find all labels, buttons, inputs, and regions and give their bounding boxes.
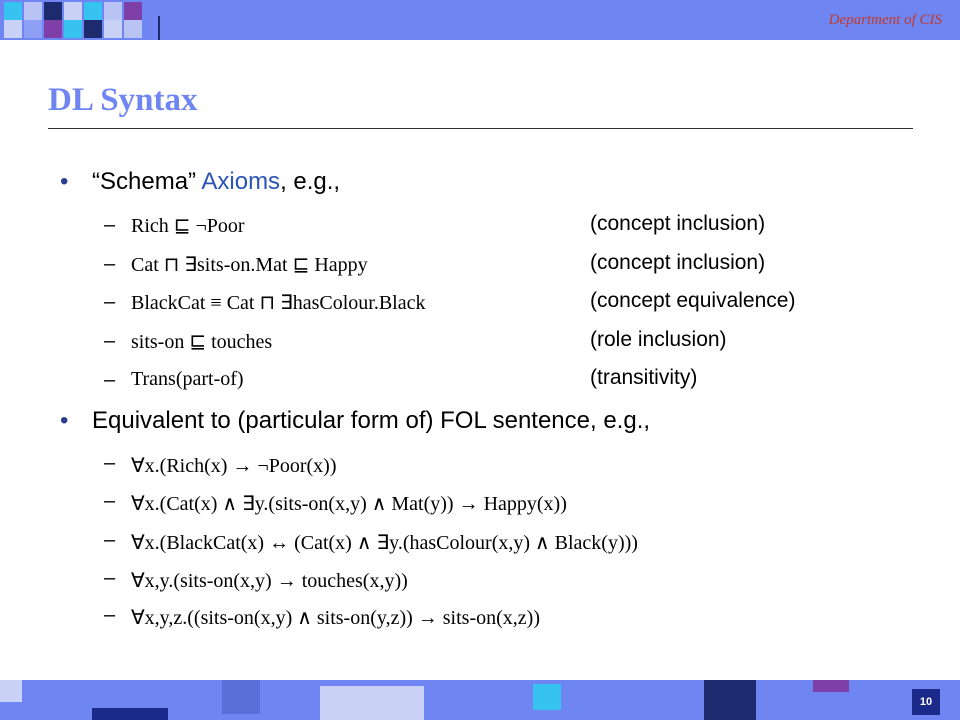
decor-square: [24, 20, 42, 38]
fol-formula: ∀x.(Rich(x) → ¬Poor(x)): [131, 455, 337, 477]
decor-square: [704, 680, 756, 720]
decor-square: [0, 680, 22, 702]
axiom-note: (role inclusion): [590, 328, 727, 351]
dash-marker: –: [104, 604, 116, 626]
bullet-marker: •: [60, 407, 69, 434]
decor-square: [84, 20, 102, 38]
decor-square: [104, 20, 122, 38]
bullet-highlight: Axioms: [201, 168, 281, 195]
decor-square: [92, 708, 168, 720]
slide-title: DL Syntax: [48, 82, 198, 118]
dash-marker: –: [104, 369, 116, 391]
bullet-prefix: “Schema”: [92, 168, 202, 195]
bullet-fol-equivalent: Equivalent to (particular form of) FOL sentence, e.g.,: [92, 407, 651, 434]
bullet-marker: •: [60, 168, 69, 195]
axiom-formula: Rich ⊑ ¬Poor: [131, 215, 245, 237]
decor-square: [44, 2, 62, 20]
decor-square: [533, 684, 561, 710]
decor-square: [64, 2, 82, 20]
dash-marker: –: [104, 253, 116, 275]
axiom-formula: Trans(part-of): [131, 368, 244, 390]
decor-square: [24, 2, 42, 20]
decor-square: [124, 20, 142, 38]
dash-marker: –: [104, 529, 116, 551]
axiom-formula: sits-on ⊑ touches: [131, 331, 273, 353]
decor-square: [222, 680, 260, 714]
dash-marker: –: [104, 452, 116, 474]
fol-formula: ∀x,y.(sits-on(x,y) → touches(x,y)): [131, 570, 408, 592]
footer-band: [0, 680, 960, 720]
axiom-note: (concept equivalence): [590, 289, 796, 312]
header-divider: [158, 16, 160, 40]
dash-marker: –: [104, 214, 116, 236]
decor-square: [813, 680, 849, 692]
department-label: Department of CIS: [828, 12, 942, 28]
fol-formula: ∀x.(Cat(x) ∧ ∃y.(sits-on(x,y) ∧ Mat(y)) → Happy(x)): [131, 493, 567, 515]
dash-marker: –: [104, 490, 116, 512]
axiom-note: (concept inclusion): [590, 212, 766, 235]
axiom-formula: BlackCat ≡ Cat ⊓ ∃hasColour.Black: [131, 292, 426, 314]
axiom-note: (transitivity): [590, 366, 698, 389]
decor-square: [84, 2, 102, 20]
page-number: 10: [912, 689, 940, 715]
axiom-formula: Cat ⊓ ∃sits-on.Mat ⊑ Happy: [131, 254, 368, 276]
dash-marker: –: [104, 291, 116, 313]
decor-square: [104, 2, 122, 20]
decor-square: [44, 20, 62, 38]
decor-square: [124, 2, 142, 20]
dash-marker: –: [104, 567, 116, 589]
fol-formula: ∀x.(BlackCat(x) ↔ (Cat(x) ∧ ∃y.(hasColour(x,y) ∧ Black(y))): [131, 532, 638, 554]
fol-formula: ∀x,y,z.((sits-on(x,y) ∧ sits-on(y,z)) → sits-on(x,z)): [131, 607, 540, 629]
decor-square: [4, 2, 22, 20]
axiom-note: (concept inclusion): [590, 251, 766, 274]
decor-square: [320, 686, 424, 720]
dash-marker: –: [104, 330, 116, 352]
header-band: [0, 0, 960, 40]
decor-square: [64, 20, 82, 38]
decor-square: [4, 20, 22, 38]
bullet-schema-axioms: [92, 168, 340, 196]
title-underline: [48, 128, 913, 129]
bullet-suffix: , e.g.,: [280, 168, 341, 195]
